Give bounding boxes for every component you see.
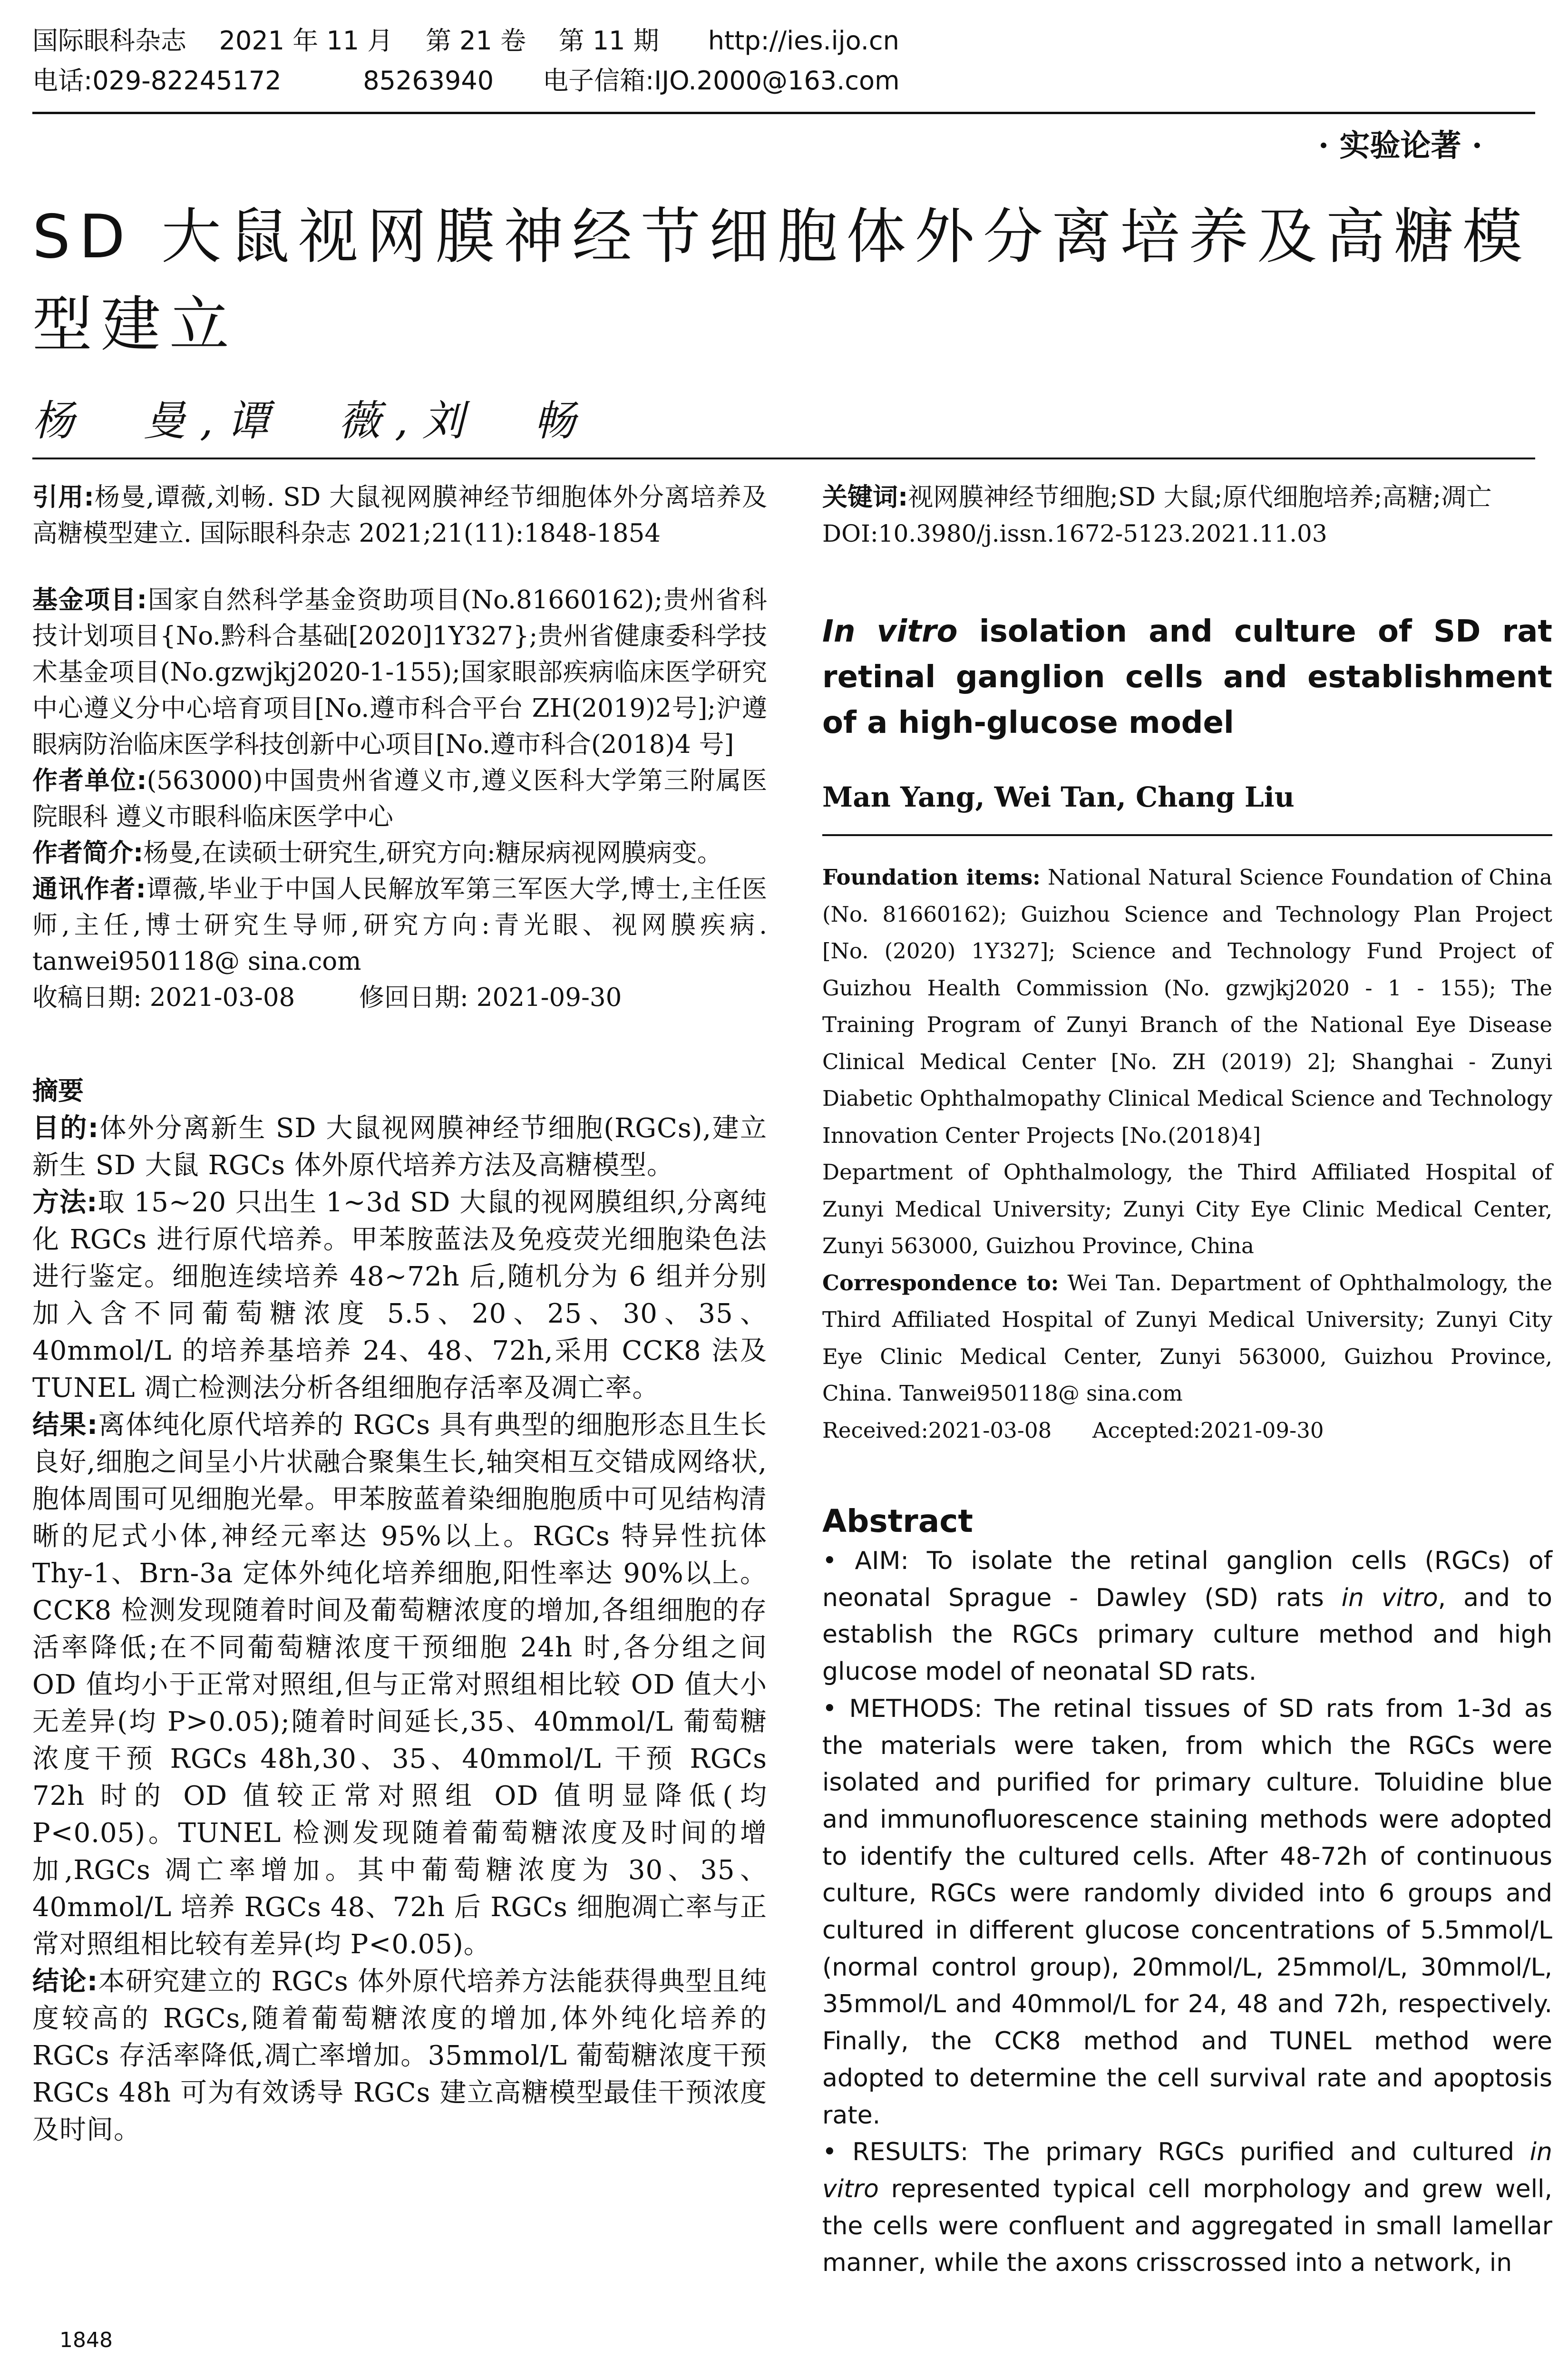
correspondence-text: Wei Tan. Department of Ophthalmology, the Third Affiliated Hospital of Zunyi Medical University; Zunyi City Eye Clinic Medical Center, Zunyi 563000, Guizhou Province, China. Tanwei950118@ sina.com (822, 1270, 1552, 1406)
citation (32, 479, 767, 552)
results-label-en: • RESULTS: (822, 2138, 969, 2167)
citation-label: 引用: (32, 483, 94, 512)
aim-italic-en: in vitro (1341, 1583, 1438, 1612)
foundation-label: Foundation items: (822, 865, 1041, 890)
citation-text: 杨曼,谭薇,刘畅. SD 大鼠视网膜神经节细胞体外分离培养及高糖模型建立. 国际眼科杂志 2021;21(11):1848-1854 (32, 483, 767, 548)
unit-label: 作者单位: (32, 766, 147, 795)
dates: 收稿日期: 2021-03-08 修回日期: 2021-09-30 (32, 983, 622, 1012)
abstract-results-en (822, 2134, 1552, 2282)
fund-text: 国家自然科学基金资助项目(No.81660162);贵州省科技计划项目{No.黔科合基础[2020]1Y327};贵州省健康委科学技术基金项目(No.gzwjkj2020-1-155);国家眼部疾病临床医学研究中心遵义分中心培育项目[No.遵市科合平台 ZH(2019)2号];沪遵眼病防治临床医学科技创新中心项目[No.遵市科合(2018)4 号] (32, 585, 767, 759)
header-line-1: 国际眼科杂志 2021 年 11 月 第 21 卷 第 11 期 http://ies.ijo.cn (32, 26, 899, 56)
fund-label: 基金项目: (32, 585, 147, 614)
right-column (822, 479, 1552, 2282)
results-label-cn: 结果: (32, 1410, 98, 1441)
abstract-methods-en (822, 1691, 1552, 2134)
aim-text-cn: 体外分离新生 SD 大鼠视网膜神经节细胞(RGCs),建立新生 SD 大鼠 RGCs 体外原代培养方法及高糖模型。 (32, 1113, 767, 1181)
main-rule (32, 458, 1535, 459)
correspondence (822, 1265, 1552, 1412)
aim-label-en: • AIM: (822, 1547, 909, 1575)
corresponding-author (32, 871, 767, 980)
fund-items (32, 582, 767, 763)
abstract-methods-cn (32, 1184, 767, 1407)
bio-label: 作者简介: (32, 838, 144, 867)
author-list: 杨 曼,谭 薇,刘 畅 (32, 396, 590, 445)
doi[interactable]: DOI:10.3980/j.issn.1672-5123.2021.11.03 (822, 520, 1327, 547)
corr-text: 谭薇,毕业于中国人民解放军第三军医大学,博士,主任医师,主任,博士研究生导师,研究方向:青光眼、视网膜疾病. tanwei950118@ sina.com (32, 875, 767, 976)
results-italic-en: in vitro (822, 2138, 1553, 2203)
column-tag: · 实验论著 · (1318, 128, 1482, 164)
foundation-text: National Natural Science Foundation of China (No. 81660162); Guizhou Science and Technology Plan Project [No. (2020) 1Y327]; Science and Technology Fund Project of Guizhou Health Commission (No. gzwjkj2020 - 1 - 155); The Training Program of Zunyi Branch of the National Eye Disease Clinical Medical Center [No. ZH (2019) 2]; Shanghai - Zunyi Diabetic Ophthalmopathy Clinical Medical Science and Technology Innovation Center Projects [No.(2018)4] (822, 865, 1552, 1148)
journal-header (32, 21, 1535, 101)
results-text-en-a: The primary RGCs purified and cultured (968, 2138, 1530, 2167)
correspondence-label: Correspondence to: (822, 1270, 1059, 1296)
results-text-cn: 离体纯化原代培养的 RGCs 具有典型的细胞形态且生长良好,细胞之间呈小片状融合聚集生长,轴突相互交错成网络状,胞体周围可见细胞光晕。甲苯胺蓝着染细胞胞质中可见结构清晰的尼式小体,神经元率达 95%以上。RGCs 特异性抗体 Thy-1、Brn-3a 定体外纯化培养细胞,阳性率达 90%以上。CCK8 检测发现随着时间及葡萄糖浓度的增加,各组细胞的存活率降低;在不同葡萄糖浓度干预细胞 24h 时,各分组之间 OD 值均小于正常对照组,但与正常对照组相比较 OD 值大小无差异(均 P>0.05);随着时间延长,35、40mmol/L 葡萄糖浓度干预 RGCs 48h,30、35、40mmol/L 干预 RGCs 72h 时的 OD 值较正常对照组 OD 值明显降低(均 P<0.05)。TUNEL 检测发现随着葡萄糖浓度及时间的增加,RGCs 凋亡率增加。其中葡萄糖浓度为 30、35、40mmol/L 培养 RGCs 48、72h 后 RGCs 细胞凋亡率与正常对照组相比较有差异(均 P<0.05)。 (32, 1410, 768, 1960)
department: Department of Ophthalmology, the Third Affiliated Hospital of Zunyi Medical University; Zunyi City Eye Clinic Medical Center, Zunyi 563000, Guizhou Province, China (822, 1159, 1552, 1258)
keywords (822, 479, 1552, 516)
received-accepted: Received:2021-03-08 Accepted:2021-09-30 (822, 1417, 1324, 1443)
keywords-text: 视网膜神经节细胞;SD 大鼠;原代细胞培养;高糖;凋亡 (908, 483, 1492, 512)
results-text-en-b: represented typical cell morphology and grew well, the cells were confluent and aggregated in small lamellar manner, while the axons crisscrossed into a network, in (822, 2174, 1552, 2278)
unit-text: (563000)中国贵州省遵义市,遵义医科大学第三附属医院眼科 遵义市眼科临床医学中心 (32, 766, 767, 831)
conclusion-text-cn: 本研究建立的 RGCs 体外原代培养方法能获得典型且纯度较高的 RGCs,随着葡萄糖浓度的增加,体外纯化培养的 RGCs 存活率降低,凋亡率增加。35mmol/L 葡萄糖浓度干预 RGCs 48h 可为有效诱导 RGCs 建立高糖模型最佳干预浓度及时间。 (32, 1966, 767, 2145)
aim-text-en-a: To isolate the retinal ganglion cells (RGCs) of neonatal Sprague - Dawley (SD) rats (822, 1547, 1552, 1612)
english-title-rest: isolation and culture of SD rat retinal ganglion cells and establishment of a high-glucose model (822, 614, 1553, 740)
conclusion-label-cn: 结论: (32, 1966, 98, 1997)
methods-label-en: • METHODS: (822, 1694, 983, 1723)
english-title-italic: In vitro (822, 614, 958, 649)
page-number: 1848 (59, 2328, 113, 2352)
author-unit (32, 763, 767, 835)
abstract-aim-en (822, 1543, 1552, 1691)
abstract-heading-en: Abstract (822, 1503, 973, 1539)
methods-label-cn: 方法: (32, 1187, 98, 1218)
abstract-aim-cn (32, 1110, 767, 1184)
paper-title: SD 大鼠视网膜神经节细胞体外分离培养及高糖模型建立 (32, 202, 1531, 360)
bio-text: 杨曼,在读硕士研究生,研究方向:糖尿病视网膜病变。 (143, 838, 722, 867)
aim-text-en-b: , and to establish the RGCs primary culture method and high glucose model of neonatal SD rats. (822, 1583, 1552, 1686)
english-authors: Man Yang, Wei Tan, Chang Liu (822, 781, 1295, 813)
methods-text-cn: 取 15~20 只出生 1~3d SD 大鼠的视网膜组织,分离纯化 RGCs 进行原代培养。甲苯胺蓝法及免疫荧光细胞染色法进行鉴定。细胞连续培养 48~72h 后,随机分为 6 组并分别加入含不同葡萄糖浓度 5.5、20、25、30、35、40mmol/L 的培养基培养 24、48、72h,采用 CCK8 法及 TUNEL 凋亡检测法分析各组细胞存活率及凋亡率。 (32, 1187, 768, 1403)
english-rule (822, 834, 1552, 836)
abstract-heading-cn: 摘要 (32, 1076, 84, 1106)
keywords-label: 关键词: (822, 483, 908, 512)
abstract-conclusion-cn (32, 1963, 767, 2149)
header-rule (32, 112, 1535, 114)
methods-text-en: The retinal tissues of SD rats from 1-3d as the materials were taken, from which the RGCs were isolated and purified for primary culture. Toluidine blue and immunofluorescence staining methods were adopted to identify the cultured cells. After 48-72h of continuous culture, RGCs were randomly divided into 6 groups and cultured in different glucose concentrations of 5.5mmol/L (normal control group), 20mmol/L, 25mmol/L, 30mmol/L, 35mmol/L and 40mmol/L for 24, 48 and 72h, respectively. Finally, the CCK8 method and TUNEL method were adopted to determine the cell survival rate and apoptosis rate. (822, 1694, 1552, 2130)
foundation-items (822, 859, 1552, 1154)
corr-label: 通讯作者: (32, 875, 146, 904)
author-bio (32, 835, 767, 871)
aim-label-cn: 目的: (32, 1113, 99, 1144)
left-column (32, 479, 767, 2149)
english-title (822, 609, 1552, 746)
header-line-2: 电话:029-82245172 85263940 电子信箱:IJO.2000@163.com (32, 66, 900, 96)
abstract-results-cn (32, 1407, 767, 1963)
